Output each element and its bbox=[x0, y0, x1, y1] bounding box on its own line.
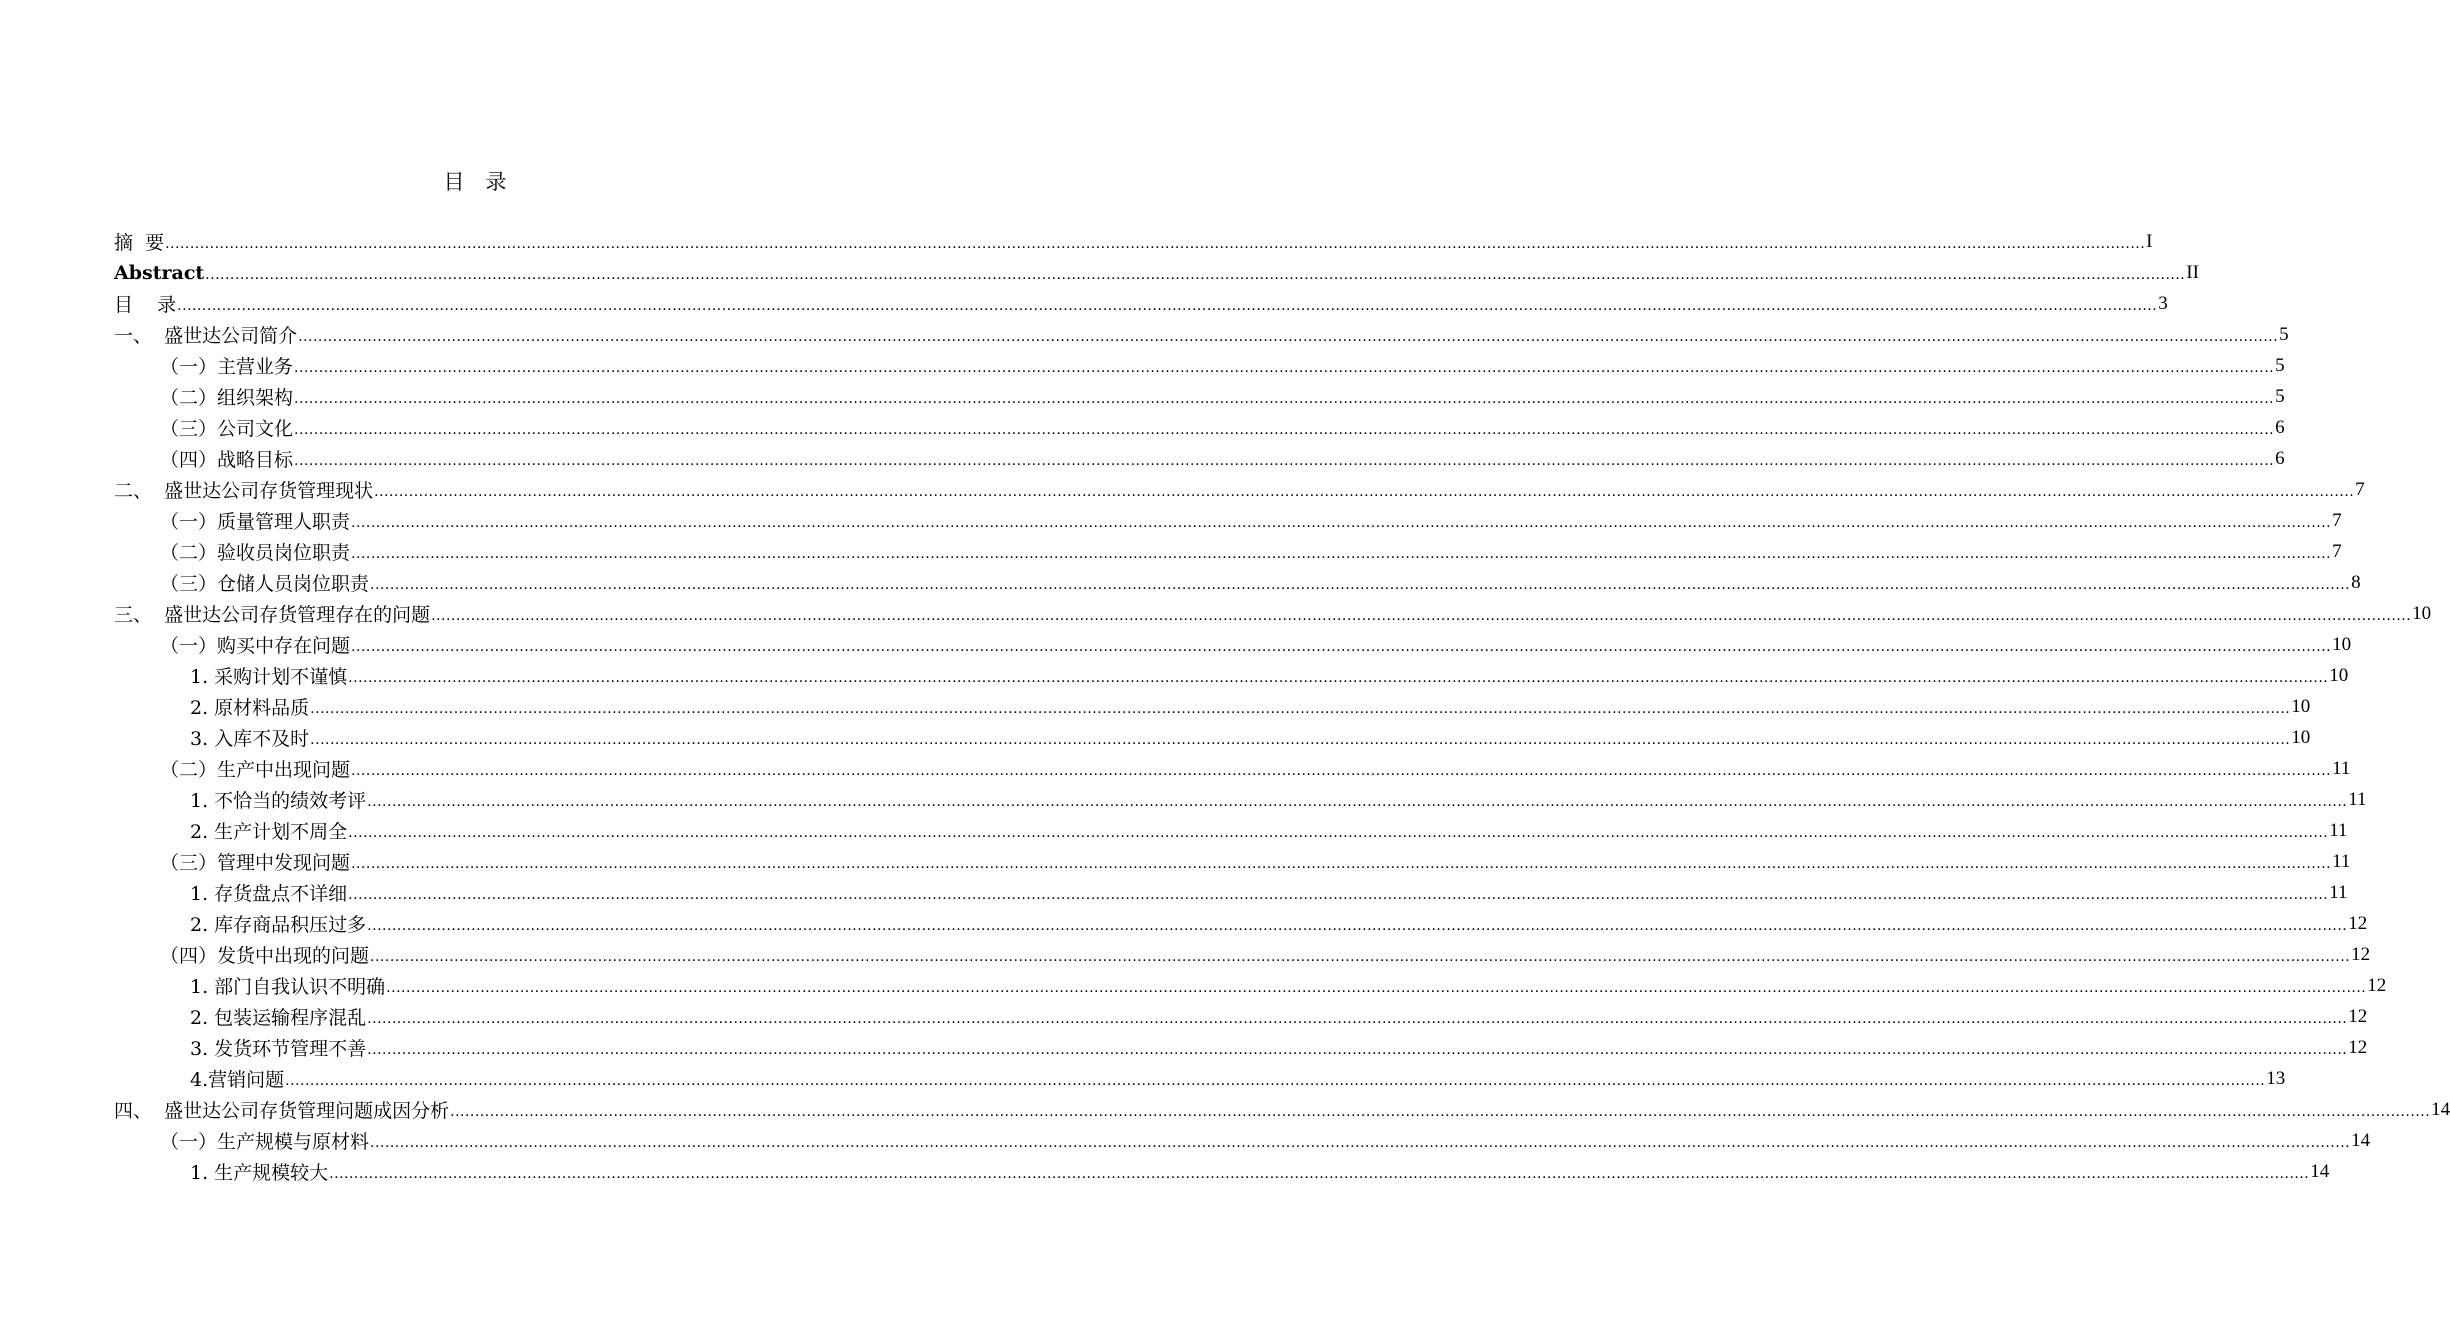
toc-page-number: 10 bbox=[2412, 602, 2432, 624]
toc-leader-dots: ................................................................................................................................................................................................................................................................................................................................................................................................................ bbox=[348, 887, 2329, 903]
toc-leader-dots: ................................................................................................................................................................................................................................................................................................................................................................................................................ bbox=[298, 329, 2279, 345]
toc-entry[interactable] bbox=[114, 288, 2168, 319]
toc-entry-label: （一）生产规模与原材料 bbox=[160, 1131, 370, 1153]
toc-page-number: 11 bbox=[2329, 819, 2348, 841]
toc-page-number: 3 bbox=[2158, 292, 2168, 314]
toc-entry[interactable] bbox=[160, 846, 2351, 877]
toc-page-number: 14 bbox=[2310, 1160, 2330, 1182]
toc-leader-dots: ................................................................................................................................................................................................................................................................................................................................................................................................................ bbox=[351, 639, 2332, 655]
toc-page-number: 11 bbox=[2348, 788, 2367, 810]
toc-leader-dots: ................................................................................................................................................................................................................................................................................................................................................................................................................ bbox=[348, 670, 2329, 686]
toc-entry[interactable] bbox=[190, 660, 2349, 691]
toc-leader-dots: ................................................................................................................................................................................................................................................................................................................................................................................................................ bbox=[351, 763, 2332, 779]
toc-entry[interactable] bbox=[190, 1001, 2368, 1032]
toc-leader-dots: ................................................................................................................................................................................................................................................................................................................................................................................................................ bbox=[450, 1104, 2431, 1120]
toc-entry[interactable] bbox=[160, 536, 2342, 567]
toc-entry[interactable] bbox=[114, 1094, 2450, 1125]
toc-leader-dots: ................................................................................................................................................................................................................................................................................................................................................................................................................ bbox=[431, 608, 2412, 624]
toc-entry[interactable] bbox=[114, 474, 2365, 505]
toc-leader-dots: ................................................................................................................................................................................................................................................................................................................................................................................................................ bbox=[367, 1011, 2348, 1027]
toc-page-number: 5 bbox=[2275, 354, 2285, 376]
toc-entry[interactable] bbox=[114, 319, 2289, 350]
toc-entry[interactable] bbox=[190, 722, 2311, 753]
toc-entry-label: 3. 发货环节管理不善 bbox=[190, 1038, 367, 1060]
toc-leader-dots: ................................................................................................................................................................................................................................................................................................................................................................................................................ bbox=[351, 856, 2332, 872]
toc-page-number: I bbox=[2146, 230, 2153, 252]
toc-entry-label: Abstract bbox=[114, 261, 205, 284]
toc-page-number: 7 bbox=[2332, 540, 2342, 562]
toc-entry-label: 目 录 bbox=[114, 294, 177, 316]
toc-leader-dots: ................................................................................................................................................................................................................................................................................................................................................................................................................ bbox=[367, 794, 2348, 810]
toc-entry[interactable] bbox=[190, 877, 2348, 908]
toc-entry-label: 4.营销问题 bbox=[190, 1069, 285, 1091]
toc-entry-label: （三）管理中发现问题 bbox=[160, 852, 351, 874]
toc-page-number: 13 bbox=[2266, 1067, 2286, 1089]
toc-page-number: 12 bbox=[2351, 943, 2371, 965]
toc-entry[interactable] bbox=[114, 257, 2199, 288]
toc-entry[interactable] bbox=[160, 381, 2285, 412]
toc-entry-label: 2. 原材料品质 bbox=[190, 697, 310, 719]
toc-entry[interactable] bbox=[190, 784, 2367, 815]
toc-entry[interactable] bbox=[114, 598, 2432, 629]
toc-page-number: 10 bbox=[2291, 695, 2311, 717]
toc-leader-dots: ................................................................................................................................................................................................................................................................................................................................................................................................................ bbox=[370, 577, 2351, 593]
toc-page-number: 12 bbox=[2348, 1036, 2368, 1058]
toc-entry[interactable] bbox=[160, 939, 2371, 970]
toc-leader-dots: ................................................................................................................................................................................................................................................................................................................................................................................................................ bbox=[329, 1166, 2310, 1182]
toc-leader-dots: ................................................................................................................................................................................................................................................................................................................................................................................................................ bbox=[294, 391, 2275, 407]
toc-entry[interactable] bbox=[160, 505, 2342, 536]
toc-leader-dots: ................................................................................................................................................................................................................................................................................................................................................................................................................ bbox=[294, 422, 2275, 438]
toc-page-number: 11 bbox=[2332, 850, 2351, 872]
toc-entry-label: 2. 库存商品积压过多 bbox=[190, 914, 367, 936]
toc-entry-label: 二、 盛世达公司存货管理现状 bbox=[114, 480, 374, 502]
toc-page-number: 10 bbox=[2329, 664, 2349, 686]
toc-entry-label: （三）仓储人员岗位职责 bbox=[160, 573, 370, 595]
toc-entry-label: （二）验收员岗位职责 bbox=[160, 542, 351, 564]
toc-leader-dots: ................................................................................................................................................................................................................................................................................................................................................................................................................ bbox=[294, 453, 2275, 469]
toc-leader-dots: ................................................................................................................................................................................................................................................................................................................................................................................................................ bbox=[370, 1135, 2351, 1151]
toc-entry-label: 1. 部门自我认识不明确 bbox=[190, 976, 386, 998]
toc-page-number: 10 bbox=[2332, 633, 2352, 655]
toc-entry[interactable] bbox=[190, 970, 2387, 1001]
toc-page-number: 5 bbox=[2275, 385, 2285, 407]
toc-page-number: 14 bbox=[2351, 1129, 2371, 1151]
toc-leader-dots: ................................................................................................................................................................................................................................................................................................................................................................................................................ bbox=[310, 732, 2291, 748]
toc-page-number: 12 bbox=[2348, 1005, 2368, 1027]
toc-leader-dots: ................................................................................................................................................................................................................................................................................................................................................................................................................ bbox=[165, 236, 2146, 252]
toc-page-number: 6 bbox=[2275, 447, 2285, 469]
toc-entry[interactable] bbox=[160, 567, 2361, 598]
toc-title: 目 录 bbox=[443, 170, 507, 194]
toc-entry[interactable] bbox=[160, 629, 2352, 660]
toc-page-number: 14 bbox=[2431, 1098, 2450, 1120]
toc-leader-dots: ................................................................................................................................................................................................................................................................................................................................................................................................................ bbox=[294, 360, 2275, 376]
toc-page-number: 5 bbox=[2279, 323, 2289, 345]
toc-leader-dots: ................................................................................................................................................................................................................................................................................................................................................................................................................ bbox=[367, 918, 2348, 934]
toc-page-number: 12 bbox=[2348, 912, 2368, 934]
toc-entry-label: （二）组织架构 bbox=[160, 387, 294, 409]
toc-entry-label: （一）购买中存在问题 bbox=[160, 635, 351, 657]
toc-entry[interactable] bbox=[160, 412, 2285, 443]
toc-entry-label: （二）生产中出现问题 bbox=[160, 759, 351, 781]
toc-leader-dots: ................................................................................................................................................................................................................................................................................................................................................................................................................ bbox=[351, 515, 2332, 531]
toc-entry[interactable] bbox=[160, 753, 2351, 784]
toc-entry-label: （四）战略目标 bbox=[160, 449, 294, 471]
toc-entry-label: 摘 要 bbox=[114, 232, 165, 254]
toc-entry-label: 一、 盛世达公司简介 bbox=[114, 325, 298, 347]
toc-leader-dots: ................................................................................................................................................................................................................................................................................................................................................................................................................ bbox=[374, 484, 2355, 500]
toc-entry-label: （三）公司文化 bbox=[160, 418, 294, 440]
toc-leader-dots: ................................................................................................................................................................................................................................................................................................................................................................................................................ bbox=[177, 298, 2158, 314]
toc-entry-label: （四）发货中出现的问题 bbox=[160, 945, 370, 967]
toc-entry-label: 1. 不恰当的绩效考评 bbox=[190, 790, 367, 812]
toc-entry[interactable] bbox=[160, 350, 2285, 381]
toc-page-number: 11 bbox=[2332, 757, 2351, 779]
toc-entry[interactable] bbox=[114, 226, 2153, 257]
toc-page-number: 8 bbox=[2351, 571, 2361, 593]
toc-entry[interactable] bbox=[160, 1125, 2371, 1156]
toc-leader-dots: ................................................................................................................................................................................................................................................................................................................................................................................................................ bbox=[386, 980, 2367, 996]
toc-page-number: 12 bbox=[2367, 974, 2387, 996]
toc-leader-dots: ................................................................................................................................................................................................................................................................................................................................................................................................................ bbox=[370, 949, 2351, 965]
toc-entry[interactable] bbox=[190, 815, 2348, 846]
toc-entry[interactable] bbox=[190, 691, 2311, 722]
toc-leader-dots: ................................................................................................................................................................................................................................................................................................................................................................................................................ bbox=[285, 1073, 2266, 1089]
toc-entry-label: 2. 包装运输程序混乱 bbox=[190, 1007, 367, 1029]
toc-entry[interactable] bbox=[190, 908, 2368, 939]
toc-leader-dots: ................................................................................................................................................................................................................................................................................................................................................................................................................ bbox=[205, 267, 2186, 283]
toc-page-number: 6 bbox=[2275, 416, 2285, 438]
toc-entry-label: 1. 存货盘点不详细 bbox=[190, 883, 348, 905]
toc-entry-label: 2. 生产计划不周全 bbox=[190, 821, 348, 843]
toc-page-number: 7 bbox=[2355, 478, 2365, 500]
toc-page-number: 7 bbox=[2332, 509, 2342, 531]
toc-entry-label: 三、 盛世达公司存货管理存在的问题 bbox=[114, 604, 431, 626]
toc-page-number: 11 bbox=[2329, 881, 2348, 903]
toc-entry-label: 3. 入库不及时 bbox=[190, 728, 310, 750]
toc-entry[interactable] bbox=[190, 1063, 2286, 1094]
toc-leader-dots: ................................................................................................................................................................................................................................................................................................................................................................................................................ bbox=[348, 825, 2329, 841]
toc-leader-dots: ................................................................................................................................................................................................................................................................................................................................................................................................................ bbox=[310, 701, 2291, 717]
toc-entry-label: 1. 生产规模较大 bbox=[190, 1162, 329, 1184]
toc-leader-dots: ................................................................................................................................................................................................................................................................................................................................................................................................................ bbox=[367, 1042, 2348, 1058]
toc-entry-label: 四、 盛世达公司存货管理问题成因分析 bbox=[114, 1100, 450, 1122]
toc-entry-label: （一）质量管理人职责 bbox=[160, 511, 351, 533]
toc-page-number: II bbox=[2186, 261, 2199, 283]
toc-entry[interactable] bbox=[190, 1032, 2368, 1063]
toc-entry[interactable] bbox=[160, 443, 2285, 474]
toc-entry-label: （一）主营业务 bbox=[160, 356, 294, 378]
toc-entry[interactable] bbox=[190, 1156, 2330, 1187]
toc-entry-label: 1. 采购计划不谨慎 bbox=[190, 666, 348, 688]
toc-page-number: 10 bbox=[2291, 726, 2311, 748]
toc-leader-dots: ................................................................................................................................................................................................................................................................................................................................................................................................................ bbox=[351, 546, 2332, 562]
